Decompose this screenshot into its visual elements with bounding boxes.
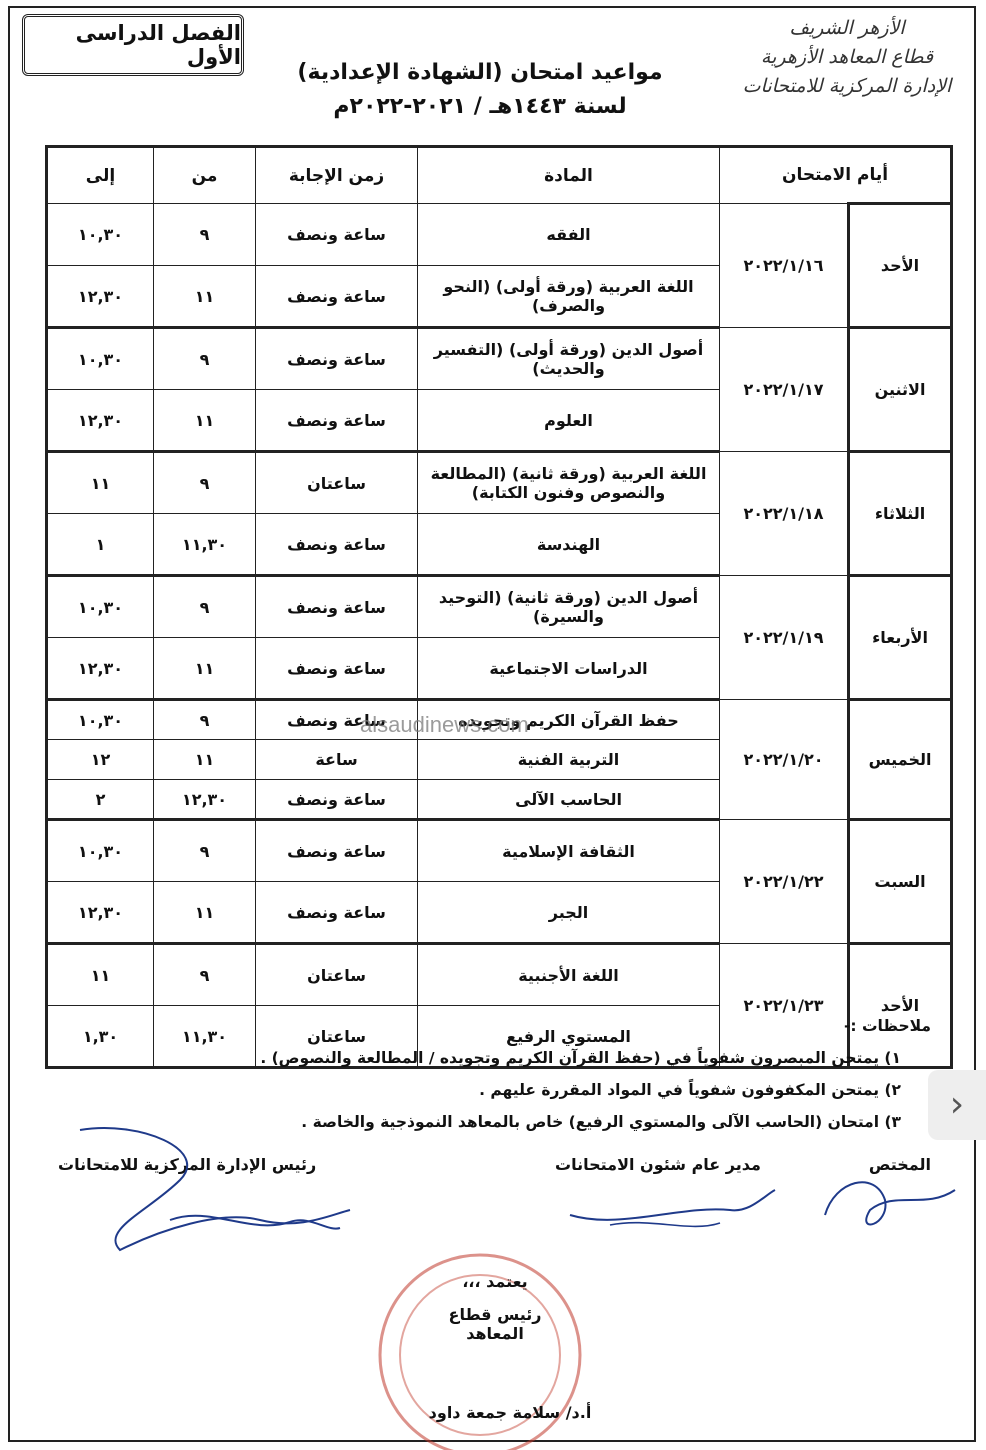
subject-cell: الحاسب الآلى: [418, 780, 720, 820]
duration-cell: ساعة ونصف: [256, 328, 418, 390]
subject-cell: اللغة العربية (ورقة ثانية) (المطالعة والنصوص وفنون الكتابة): [418, 452, 720, 514]
from-cell: ١١: [154, 740, 256, 780]
sector-head-name: أ.د/ سلامة جمعة داود: [428, 1403, 592, 1422]
from-cell: ٩: [154, 328, 256, 390]
approval-label: يعتمد ،،،: [462, 1272, 528, 1291]
note-item: ٢) يمتحن المكفوفون شفوياً في المواد المقررة عليهم .: [479, 1081, 901, 1099]
day-cell: الثلاثاء: [849, 452, 952, 576]
duration-cell: ساعة ونصف: [256, 576, 418, 638]
day-cell: الخميس: [849, 700, 952, 820]
org-line: الأزهر الشريف: [789, 17, 905, 39]
day-cell: الأربعاء: [849, 576, 952, 700]
duration-cell: ساعة ونصف: [256, 700, 418, 740]
duration-cell: ساعة ونصف: [256, 820, 418, 882]
from-cell: ١١,٣٠: [154, 1006, 256, 1068]
to-cell: ١,٣٠: [47, 1006, 154, 1068]
duration-cell: ساعة ونصف: [256, 390, 418, 452]
table-row: [47, 452, 952, 514]
to-cell: ٢: [47, 780, 154, 820]
to-cell: ١: [47, 514, 154, 576]
from-cell: ٩: [154, 204, 256, 266]
signature-director: [560, 1175, 780, 1245]
title-line-2: لسنة ١٤٤٣هـ / ٢٠٢١-٢٠٢٢م: [333, 94, 627, 119]
duration-cell: ساعة ونصف: [256, 780, 418, 820]
duration-cell: ساعتان: [256, 1006, 418, 1068]
duration-cell: ساعة ونصف: [256, 204, 418, 266]
day-cell: الأحد: [849, 204, 952, 328]
from-cell: ٩: [154, 452, 256, 514]
to-cell: ١٢,٣٠: [47, 390, 154, 452]
from-cell: ١١: [154, 266, 256, 328]
from-cell: ١١: [154, 882, 256, 944]
header-to: إلى: [47, 147, 154, 204]
signature-title-director: مدير عام شئون الامتحانات: [555, 1155, 761, 1174]
header-days: أيام الامتحان: [720, 147, 952, 204]
exam-schedule-table: [45, 145, 953, 1069]
from-cell: ١١,٣٠: [154, 514, 256, 576]
to-cell: ١٠,٣٠: [47, 204, 154, 266]
to-cell: ١٠,٣٠: [47, 820, 154, 882]
watermark: alsaudinews.com: [360, 712, 529, 737]
subject-cell: اللغة العربية (ورقة أولى) (النحو والصرف): [418, 266, 720, 328]
sector-head-title: رئيس قطاع المعاهد: [448, 1305, 542, 1343]
from-cell: ١١: [154, 390, 256, 452]
org-line: الإدارة المركزية للامتحانات: [742, 75, 952, 97]
from-cell: ٩: [154, 820, 256, 882]
note-item: ٣) امتحان (الحاسب الآلى والمستوي الرفيع) خاص بالمعاهد النموذجية والخاصة .: [301, 1113, 901, 1131]
from-cell: ١٢,٣٠: [154, 780, 256, 820]
overlay-tab-icon[interactable]: ›: [928, 1070, 986, 1140]
to-cell: ١١: [47, 452, 154, 514]
organization-header: [722, 14, 972, 101]
to-cell: ١٢,٣٠: [47, 638, 154, 700]
notes-heading: ملاحظات :-: [843, 1017, 931, 1035]
to-cell: ١٢,٣٠: [47, 882, 154, 944]
table-row: [47, 576, 952, 638]
header-subject: المادة: [418, 147, 720, 204]
to-cell: ١٢,٣٠: [47, 266, 154, 328]
duration-cell: ساعة ونصف: [256, 882, 418, 944]
to-cell: ١٢: [47, 740, 154, 780]
duration-cell: ساعة ونصف: [256, 638, 418, 700]
date-cell: ٢٠٢٢/١/٢٢: [720, 820, 849, 944]
title-line-1: مواعيد امتحان (الشهادة الإعدادية): [297, 60, 663, 85]
note-item: ١) يمتحن المبصرون شفوياً في (حفظ القرآن الكريم وتجويده / المطالعة والنصوص) .: [260, 1049, 901, 1067]
table-row: [47, 204, 952, 266]
duration-cell: ساعتان: [256, 452, 418, 514]
from-cell: ١١: [154, 638, 256, 700]
subject-cell: حفظ القرآن الكريم وتجويده: [418, 700, 720, 740]
from-cell: ٩: [154, 576, 256, 638]
subject-cell: أصول الدين (ورقة ثانية) (التوحيد والسيرة): [418, 576, 720, 638]
from-cell: ٩: [154, 944, 256, 1006]
duration-cell: ساعة ونصف: [256, 266, 418, 328]
date-cell: ٢٠٢٢/١/٢٠: [720, 700, 849, 820]
table-row: [47, 328, 952, 390]
day-cell: السبت: [849, 820, 952, 944]
header-duration: زمن الإجابة: [256, 147, 418, 204]
to-cell: ١٠,٣٠: [47, 328, 154, 390]
signature-specialist: [815, 1160, 965, 1250]
to-cell: ١٠,٣٠: [47, 576, 154, 638]
from-cell: ٩: [154, 700, 256, 740]
subject-cell: الهندسة: [418, 514, 720, 576]
duration-cell: ساعتان: [256, 944, 418, 1006]
subject-cell: الدراسات الاجتماعية: [418, 638, 720, 700]
org-line: قطاع المعاهد الأزهرية: [760, 46, 934, 68]
subject-cell: أصول الدين (ورقة أولى) (التفسير والحديث): [418, 328, 720, 390]
table-row: [47, 820, 952, 882]
subject-cell: اللغة الأجنبية: [418, 944, 720, 1006]
date-cell: ٢٠٢٢/١/١٨: [720, 452, 849, 576]
signature-title-specialist: المختص: [868, 1155, 931, 1174]
subject-cell: الجبر: [418, 882, 720, 944]
subject-cell: الفقه: [418, 204, 720, 266]
table-row: [47, 944, 952, 1006]
subject-cell: الثقافة الإسلامية: [418, 820, 720, 882]
duration-cell: ساعة ونصف: [256, 514, 418, 576]
subject-cell: المستوي الرفيع: [418, 1006, 720, 1068]
subject-cell: التربية الفنية: [418, 740, 720, 780]
to-cell: ١٠,٣٠: [47, 700, 154, 740]
to-cell: ١١: [47, 944, 154, 1006]
date-cell: ٢٠٢٢/١/١٦: [720, 204, 849, 328]
date-cell: ٢٠٢٢/١/١٩: [720, 576, 849, 700]
date-cell: ٢٠٢٢/١/٢٣: [720, 944, 849, 1068]
day-cell: الاثنين: [849, 328, 952, 452]
header-from: من: [154, 147, 256, 204]
semester-label: الفصل الدراسى الأول: [22, 14, 244, 76]
table-header-row: [47, 147, 952, 204]
date-cell: ٢٠٢٢/١/١٧: [720, 328, 849, 452]
duration-cell: ساعة: [256, 740, 418, 780]
subject-cell: العلوم: [418, 390, 720, 452]
signature-title-head: رئيس الإدارة المركزية للامتحانات: [58, 1155, 317, 1174]
day-cell: الأحد: [849, 944, 952, 1068]
document-title: [250, 56, 710, 124]
